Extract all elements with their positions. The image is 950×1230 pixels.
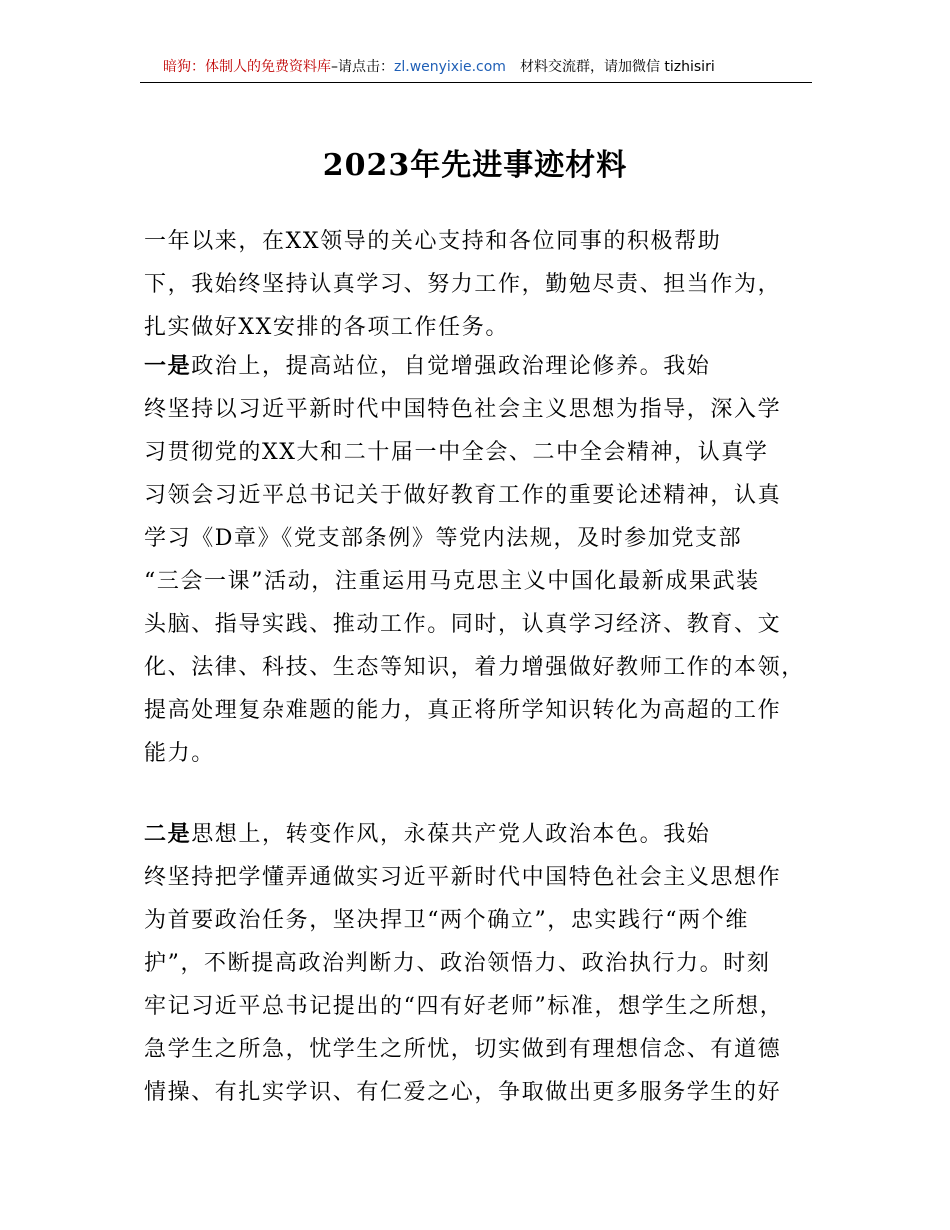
- paragraph-lead: 二是: [144, 821, 192, 847]
- page-header: [140, 52, 812, 83]
- paragraph-intro: [144, 220, 824, 349]
- header-brand: 暗狗：体制人的免费资料库: [163, 59, 331, 75]
- paragraph-text: 政治上，提高站位，自觉增强政治理论修养。我始 终坚持以习近平新时代中国特色社会主义思想为指导，深入学 习贯彻党的XX大和二十届一中全会、二中全会精神，认真学 习领会习近平总书记关于做好教育工作的重要论述精神，认真 学习《D章》《党支部条例》等党内法规，及时参加党支部 “三会一课”活动，注重运用马克思主义中国化最新成果武装 头脑、指导实践、推动工作。同时，认真学习经济、教育、文 化、法律、科技、生态等知识，着力增强做好教师工作的本领， 提高处理复杂难题的能力，真正将所学知识转化为高超的工作 能力。: [144, 354, 805, 766]
- header-group-info: 材料交流群，请加微信 tizhisiri: [519, 59, 715, 75]
- paragraph-text: 思想上，转变作风，永葆共产党人政治本色。我始 终坚持把学懂弄通做实习近平新时代中国特色社会主义思想作 为首要政治任务，坚决捍卫“两个确立”，忠实践行“两个维 护”，不断提高政治判断力、政治领悟力、政治执行力。时刻 牢记习近平总书记提出的“四有好老师”标准，想学生之所想， 急学生之所急，忧学生之所忧，切实做到有理想信念、有道德 情操、有扎实学识、有仁爱之心，争取做出更多服务学生的好: [144, 822, 784, 1105]
- paragraph-ideological: [144, 813, 824, 1114]
- paragraph-text: 一年以来，在XX领导的关心支持和各位同事的积极帮助 下，我始终坚持认真学习、努力工作，勤勉尽责、担当作为， 扎实做好XX安排的各项工作任务。: [144, 229, 782, 340]
- document-title: 2023年先进事迹材料: [322, 148, 628, 183]
- header-prompt: –请点击：: [331, 59, 394, 75]
- header-link[interactable]: zl.wenyixie.com: [394, 59, 506, 75]
- paragraph-political: [144, 345, 824, 775]
- paragraph-lead: 一是: [144, 353, 192, 379]
